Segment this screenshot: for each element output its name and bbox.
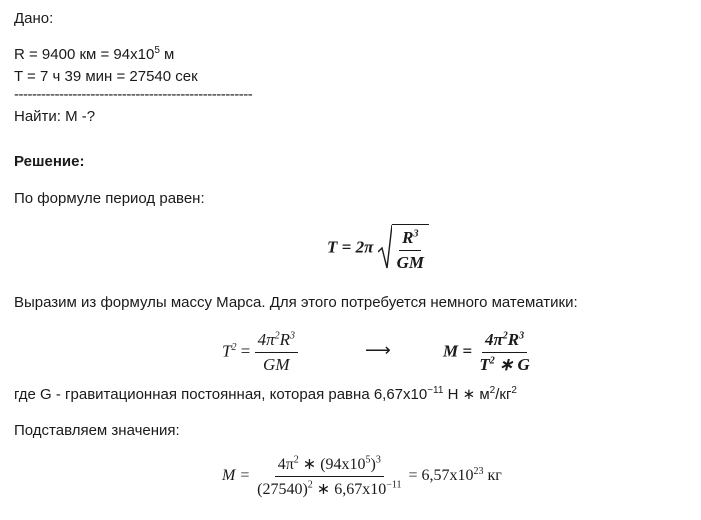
express-text: Выразим из формулы массу Марса. Для этого потребуется немного математики: bbox=[14, 294, 578, 311]
period-formula: T = 2π $\frac{R^3}{GM}$ bbox=[327, 224, 429, 273]
substitute-text: Подставляем значения: bbox=[14, 422, 180, 439]
period-line: T = 7 ч 39 мин = 27540 сек bbox=[14, 68, 198, 85]
arrow-icon: ⟶ bbox=[365, 340, 391, 360]
solution-header: Решение: bbox=[14, 153, 85, 170]
calculation-formula: M = $\frac{4\pi^2 ∗ (94х10^5)^3}{(27540)^2 ∗ 6,67х10^{-11}}$ = $6,57х10^{23}$ кг bbox=[222, 454, 502, 498]
sqrt-sign: $\frac{R^3}{GM}$ bbox=[378, 224, 429, 273]
mass-formula: M = $\frac{4\pi^2R^3}{T^2 ∗ G}$ bbox=[443, 330, 530, 374]
radius-line: R = 9400 км = $94х10^5$ м bbox=[14, 45, 175, 63]
period-formula-intro: По формуле период равен: bbox=[14, 190, 205, 207]
given-header: Дано: bbox=[14, 10, 54, 27]
squared-period-formula: $T^2$ = $\frac{4\pi^2R^3}{GM}$ bbox=[222, 330, 298, 375]
find-line: Найти: М -? bbox=[14, 108, 96, 125]
gravitational-constant-text: где G - гравитационная постоянная, которая равна $6,67х10^{-11}$ Н ∗ $м^2/кг^2$ bbox=[14, 385, 517, 403]
separator-line: ----------------------------------------------------- bbox=[14, 86, 253, 103]
